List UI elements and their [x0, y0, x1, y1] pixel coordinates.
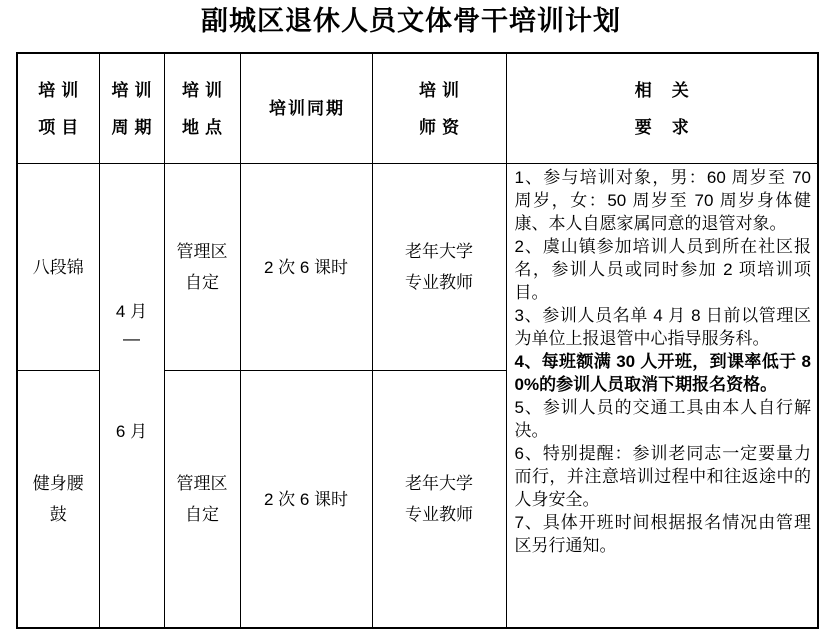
header-location-line1: 培训	[182, 80, 228, 100]
location-line2: 自定	[185, 273, 219, 292]
header-requirements-line1: 相关	[634, 80, 709, 100]
cell-schedule-yaogu	[240, 371, 372, 629]
table-row-baduanjin	[17, 164, 818, 371]
requirement-item-2: 2、虞山镇参加培训人员到所在社区报名，参训人员或同时参加 2 项培训项目。	[514, 237, 811, 302]
schedule-value: 2 次 6 课时	[263, 257, 349, 277]
location-line1: 管理区	[176, 242, 228, 261]
page-title: 副城区退休人员文体骨干培训计划	[201, 6, 621, 36]
cell-location-baduanjin	[164, 164, 240, 371]
training-cycle	[100, 164, 164, 445]
cell-teachers-baduanjin	[372, 164, 506, 371]
header-teachers-line1: 培训	[419, 80, 465, 100]
header-teachers-line2: 师资	[419, 117, 465, 137]
teachers-line1: 老年大学	[405, 242, 473, 261]
cell-requirements	[506, 164, 818, 629]
cell-project-yaogu	[17, 371, 99, 629]
cell-teachers-yaogu	[372, 371, 506, 629]
project-name-line1: 健身腰	[32, 474, 84, 493]
header-location-line2: 地点	[182, 117, 228, 137]
header-requirements-line2: 要求	[634, 117, 709, 137]
project-name-line2: 鼓	[49, 505, 67, 524]
header-cell-location	[164, 53, 240, 164]
cell-schedule-baduanjin	[240, 164, 372, 371]
requirement-item-1: 1、参与培训对象，男：60 周岁至 70 周岁，女：50 周岁至 70 周岁身体健康、本人自愿家属同意的退管对象。	[514, 168, 811, 233]
header-cycle-line1: 培训	[111, 80, 158, 100]
cycle-start-month: 4 月	[115, 302, 148, 321]
header-schedule-line1: 培训同期	[269, 99, 345, 118]
header-project-line1: 培训	[38, 80, 85, 100]
cell-training-cycle	[99, 164, 164, 629]
requirement-item-6: 6、特别提醒：参训老同志一定要量力而行，并注意培训过程中和往返途中的人身安全。	[514, 444, 811, 509]
header-cell-project	[17, 53, 99, 164]
header-cell-requirements	[506, 53, 818, 164]
location-line1: 管理区	[176, 474, 228, 493]
cycle-dash: —	[123, 329, 140, 348]
cell-location-yaogu	[164, 371, 240, 629]
schedule-value: 2 次 6 课时	[263, 489, 349, 509]
header-row	[17, 53, 818, 164]
project-name: 八段锦	[32, 257, 84, 277]
cycle-end-month: 6 月	[115, 422, 148, 441]
cell-project-baduanjin	[17, 164, 99, 371]
header-cell-cycle	[99, 53, 164, 164]
requirement-item-5: 5、参训人员的交通工具由本人自行解决。	[514, 398, 811, 440]
teachers-line2: 专业教师	[405, 273, 473, 292]
header-cell-teachers	[372, 53, 506, 164]
teachers-line1: 老年大学	[405, 474, 473, 493]
requirements-list	[507, 164, 818, 557]
header-project-line2: 项目	[38, 117, 85, 137]
requirement-item-3: 3、参训人员名单 4 月 8 日前以管理区为单位上报退管中心指导服务科。	[514, 306, 811, 348]
requirement-item-7: 7、具体开班时间根据报名情况由管理区另行通知。	[514, 513, 811, 555]
location-line2: 自定	[185, 505, 219, 524]
training-plan-table	[16, 52, 819, 629]
header-cell-schedule	[240, 53, 372, 164]
header-cycle-line2: 周期	[111, 117, 158, 137]
requirement-item-4: 4、每班额满 30 人开班，到课率低于 80%的参训人员取消下期报名资格。	[514, 352, 811, 394]
teachers-line2: 专业教师	[405, 505, 473, 524]
